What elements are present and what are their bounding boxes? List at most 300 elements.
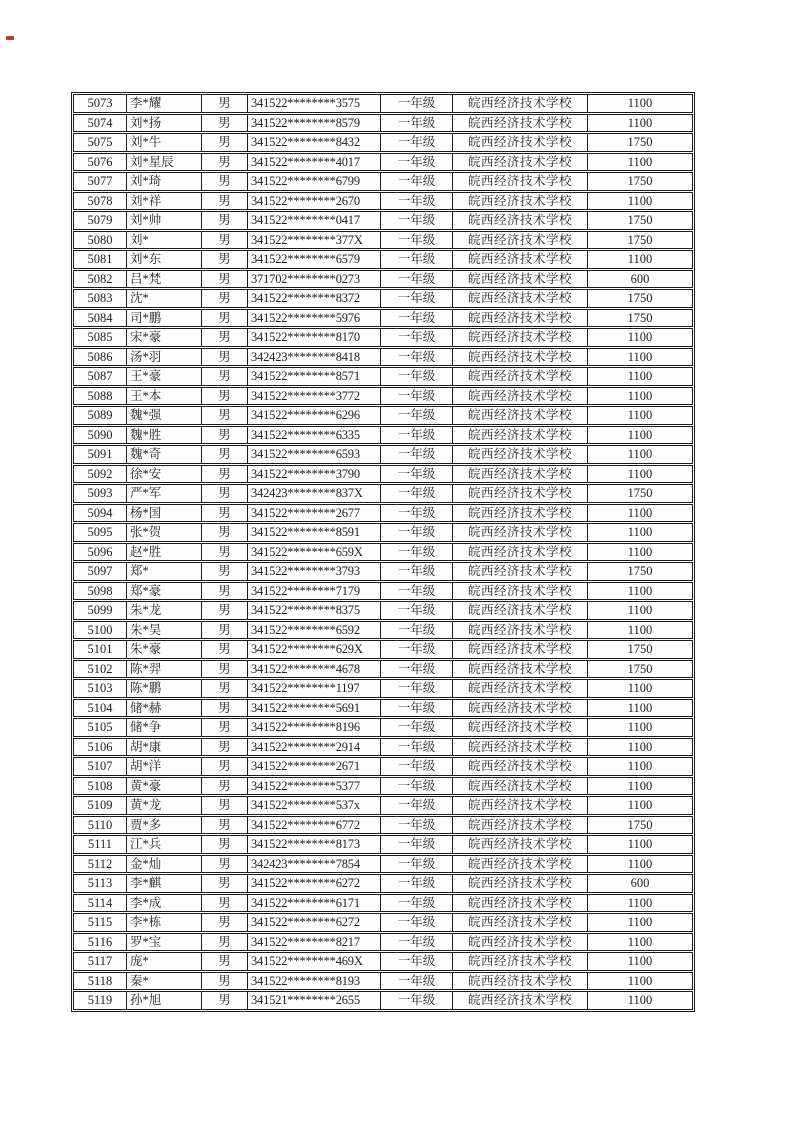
cell-gender: 男	[202, 622, 248, 639]
cell-subsidy-amount: 1100	[627, 115, 653, 130]
cell-serial-number: 5104	[74, 700, 127, 717]
cell-serial-number: 5074	[74, 115, 127, 132]
cell-grade: 一年级	[381, 349, 453, 366]
cell-gender: 男	[202, 524, 248, 541]
cell-subsidy-amount: 1750	[627, 232, 653, 247]
cell-gender: 男	[202, 934, 248, 951]
table-row	[73, 211, 693, 230]
cell-grade: 一年级	[381, 193, 453, 210]
cell-school-name: 皖西经济技术学校	[453, 212, 588, 229]
cell-grade: 一年级	[381, 329, 453, 346]
cell-school-name: 皖西经济技术学校	[453, 329, 588, 346]
cell-grade: 一年级	[381, 719, 453, 736]
cell-school-name: 皖西经济技术学校	[453, 758, 588, 775]
cell-subsidy-amount: 1100	[627, 681, 653, 695]
cell-grade: 一年级	[381, 466, 453, 483]
cell-id-number: 341522********8375	[248, 602, 381, 619]
cell-gender: 男	[202, 758, 248, 775]
cell-subsidy-amount: 1100	[627, 934, 653, 949]
cell-school-name: 皖西经济技术学校	[453, 641, 588, 658]
cell-school-name: 皖西经济技术学校	[453, 583, 588, 600]
table-row	[73, 601, 693, 620]
cell-serial-number: 5118	[74, 973, 127, 990]
cell-school-name: 皖西经济技术学校	[453, 134, 588, 151]
cell-gender: 男	[202, 895, 248, 912]
cell-id-number: 341522********6272	[248, 875, 381, 892]
cell-id-number: 341522********3790	[248, 466, 381, 483]
cell-student-name: 刘*琦	[127, 173, 202, 190]
cell-grade: 一年级	[381, 485, 453, 502]
cell-school-name: 皖西经济技术学校	[453, 388, 588, 405]
cell-student-name: 李*耀	[127, 95, 202, 112]
cell-student-name: 黄*豪	[127, 778, 202, 795]
table-row	[73, 660, 693, 679]
cell-id-number: 341522********8193	[248, 973, 381, 990]
cell-gender: 男	[202, 719, 248, 736]
table-row	[73, 367, 693, 386]
cell-gender: 男	[202, 973, 248, 990]
cell-student-name: 魏*胜	[127, 427, 202, 444]
cell-student-name: 杨*国	[127, 505, 202, 522]
cell-school-name: 皖西经济技术学校	[453, 349, 588, 366]
cell-school-name: 皖西经济技术学校	[453, 446, 588, 463]
cell-serial-number: 5110	[74, 817, 127, 834]
cell-school-name: 皖西经济技术学校	[453, 602, 588, 619]
table-row	[73, 621, 693, 640]
cell-id-number: 341522********6772	[248, 817, 381, 834]
cell-serial-number: 5106	[74, 739, 127, 756]
cell-student-name: 贾*多	[127, 817, 202, 834]
cell-student-name: 储*赫	[127, 700, 202, 717]
cell-id-number: 341522********2914	[248, 739, 381, 756]
cell-grade: 一年级	[381, 583, 453, 600]
cell-student-name: 魏*强	[127, 407, 202, 424]
cell-subsidy-amount: 1100	[627, 330, 653, 344]
cell-gender: 男	[202, 329, 248, 346]
table-row	[73, 114, 693, 133]
table-row	[73, 250, 693, 269]
cell-school-name: 皖西经济技术学校	[453, 661, 588, 678]
cell-grade: 一年级	[381, 778, 453, 795]
cell-grade: 一年级	[381, 856, 453, 873]
cell-student-name: 刘*东	[127, 251, 202, 268]
cell-id-number: 341522********2671	[248, 758, 381, 775]
cell-school-name: 皖西经济技术学校	[453, 953, 588, 970]
cell-id-number: 341522********6592	[248, 622, 381, 639]
cell-student-name: 吕*梵	[127, 271, 202, 288]
student-subsidy-table	[71, 92, 695, 1012]
cell-gender: 男	[202, 212, 248, 229]
cell-subsidy-amount: 1100	[627, 525, 653, 539]
cell-id-number: 341522********6799	[248, 173, 381, 190]
cell-school-name: 皖西经济技术学校	[453, 797, 588, 814]
cell-serial-number: 5085	[74, 329, 127, 346]
cell-school-name: 皖西经济技术学校	[453, 817, 588, 834]
cell-school-name: 皖西经济技术学校	[453, 485, 588, 502]
table-row	[73, 172, 693, 191]
table-row	[73, 874, 693, 893]
cell-subsidy-amount: 1100	[627, 739, 653, 754]
cell-student-name: 郑*	[127, 563, 202, 580]
cell-grade: 一年级	[381, 602, 453, 619]
cell-student-name: 刘*牛	[127, 134, 202, 151]
cell-grade: 一年级	[381, 544, 453, 561]
cell-serial-number: 5109	[74, 797, 127, 814]
cell-gender: 男	[202, 797, 248, 814]
cell-serial-number: 5091	[74, 446, 127, 463]
cell-subsidy-amount: 1100	[627, 408, 653, 422]
cell-student-name: 沈*	[127, 290, 202, 307]
cell-gender: 男	[202, 836, 248, 853]
cell-id-number: 341522********469X	[248, 953, 381, 970]
cell-serial-number: 5084	[74, 310, 127, 327]
cell-id-number: 341522********4678	[248, 661, 381, 678]
cell-subsidy-amount: 600	[630, 271, 650, 286]
cell-student-name: 朱*豪	[127, 641, 202, 658]
cell-serial-number: 5086	[74, 349, 127, 366]
cell-gender: 男	[202, 817, 248, 834]
cell-serial-number: 5088	[74, 388, 127, 405]
cell-school-name: 皖西经济技术学校	[453, 95, 588, 112]
cell-student-name: 徐*安	[127, 466, 202, 483]
cell-school-name: 皖西经济技术学校	[453, 934, 588, 951]
cell-id-number: 341522********0417	[248, 212, 381, 229]
cell-serial-number: 5100	[74, 622, 127, 639]
cell-id-number: 341522********6579	[248, 251, 381, 268]
cell-student-name: 金*灿	[127, 856, 202, 873]
cell-id-number: 341522********8432	[248, 134, 381, 151]
cell-id-number: 341522********8591	[248, 524, 381, 541]
cell-grade: 一年级	[381, 524, 453, 541]
table-row	[73, 679, 693, 698]
cell-grade: 一年级	[381, 895, 453, 912]
table-row	[73, 562, 693, 581]
cell-school-name: 皖西经济技术学校	[453, 563, 588, 580]
cell-gender: 男	[202, 641, 248, 658]
cell-grade: 一年级	[381, 407, 453, 424]
cell-student-name: 秦*	[127, 973, 202, 990]
cell-id-number: 341522********1197	[248, 680, 381, 697]
cell-subsidy-amount: 1100	[627, 154, 653, 169]
cell-serial-number: 5101	[74, 641, 127, 658]
cell-gender: 男	[202, 602, 248, 619]
cell-gender: 男	[202, 95, 248, 112]
cell-student-name: 刘*帅	[127, 212, 202, 229]
cell-serial-number: 5090	[74, 427, 127, 444]
cell-gender: 男	[202, 446, 248, 463]
cell-id-number: 341522********8372	[248, 290, 381, 307]
cell-school-name: 皖西经济技术学校	[453, 739, 588, 756]
cell-gender: 男	[202, 505, 248, 522]
cell-id-number: 341522********629X	[248, 641, 381, 658]
cell-id-number: 341522********3772	[248, 388, 381, 405]
cell-subsidy-amount: 1100	[627, 759, 653, 773]
cell-student-name: 孙*旭	[127, 992, 202, 1009]
cell-gender: 男	[202, 193, 248, 210]
table-row	[73, 777, 693, 796]
cell-id-number: 341522********2677	[248, 505, 381, 522]
cell-grade: 一年级	[381, 680, 453, 697]
cell-id-number: 342423********837X	[248, 485, 381, 502]
cell-subsidy-amount: 1100	[627, 915, 653, 929]
cell-subsidy-amount: 1750	[627, 213, 653, 227]
table-row	[73, 933, 693, 952]
cell-serial-number: 5105	[74, 719, 127, 736]
cell-subsidy-amount: 1750	[627, 817, 653, 832]
cell-school-name: 皖西经济技术学校	[453, 680, 588, 697]
cell-subsidy-amount: 1100	[627, 193, 653, 208]
cell-serial-number: 5111	[74, 836, 127, 853]
cell-id-number: 341522********6593	[248, 446, 381, 463]
cell-subsidy-amount: 1100	[627, 973, 653, 988]
cell-serial-number: 5075	[74, 134, 127, 151]
cell-subsidy-amount: 1100	[627, 583, 653, 598]
cell-school-name: 皖西经济技术学校	[453, 778, 588, 795]
cell-student-name: 庞*	[127, 953, 202, 970]
cell-student-name: 朱*昊	[127, 622, 202, 639]
cell-grade: 一年级	[381, 212, 453, 229]
table-row	[73, 913, 693, 932]
cell-gender: 男	[202, 154, 248, 171]
cell-serial-number: 5114	[74, 895, 127, 912]
cell-id-number: 341522********6296	[248, 407, 381, 424]
cell-gender: 男	[202, 953, 248, 970]
cell-grade: 一年级	[381, 622, 453, 639]
cell-school-name: 皖西经济技术学校	[453, 973, 588, 990]
table-row	[73, 543, 693, 562]
cell-student-name: 王*本	[127, 388, 202, 405]
cell-id-number: 341522********8579	[248, 115, 381, 132]
cell-gender: 男	[202, 290, 248, 307]
cell-id-number: 341522********6335	[248, 427, 381, 444]
cell-serial-number: 5102	[74, 661, 127, 678]
cell-serial-number: 5097	[74, 563, 127, 580]
cell-grade: 一年级	[381, 758, 453, 775]
cell-serial-number: 5082	[74, 271, 127, 288]
cell-id-number: 341522********3575	[248, 95, 381, 112]
table-row	[73, 445, 693, 464]
cell-grade: 一年级	[381, 271, 453, 288]
table-row	[73, 855, 693, 874]
table-row	[73, 231, 693, 250]
cell-serial-number: 5076	[74, 154, 127, 171]
cell-grade: 一年级	[381, 875, 453, 892]
cell-id-number: 341522********4017	[248, 154, 381, 171]
cell-subsidy-amount: 1100	[627, 856, 653, 871]
cell-student-name: 赵*胜	[127, 544, 202, 561]
cell-id-number: 341522********5691	[248, 700, 381, 717]
cell-gender: 男	[202, 407, 248, 424]
cell-student-name: 黄*龙	[127, 797, 202, 814]
cell-student-name: 汤*羽	[127, 349, 202, 366]
cell-school-name: 皖西经济技术学校	[453, 173, 588, 190]
table-row	[73, 699, 693, 718]
cell-grade: 一年级	[381, 641, 453, 658]
cell-subsidy-amount: 1100	[627, 778, 653, 793]
cell-id-number: 341522********6272	[248, 914, 381, 931]
cell-school-name: 皖西经济技术学校	[453, 622, 588, 639]
cell-serial-number: 5115	[74, 914, 127, 931]
cell-subsidy-amount: 1100	[627, 603, 653, 617]
cell-gender: 男	[202, 251, 248, 268]
cell-gender: 男	[202, 700, 248, 717]
cell-student-name: 刘*祥	[127, 193, 202, 210]
cell-id-number: 341522********8217	[248, 934, 381, 951]
cell-grade: 一年级	[381, 700, 453, 717]
cell-subsidy-amount: 1100	[627, 505, 653, 520]
cell-gender: 男	[202, 485, 248, 502]
cell-serial-number: 5094	[74, 505, 127, 522]
cell-grade: 一年级	[381, 446, 453, 463]
cell-grade: 一年级	[381, 563, 453, 580]
table-row	[73, 406, 693, 425]
table-row	[73, 640, 693, 659]
cell-gender: 男	[202, 134, 248, 151]
cell-subsidy-amount: 1750	[627, 174, 653, 188]
cell-subsidy-amount: 1100	[627, 252, 653, 266]
table-row	[73, 153, 693, 172]
cell-student-name: 罗*宝	[127, 934, 202, 951]
cell-student-name: 宋*豪	[127, 329, 202, 346]
table-row	[73, 348, 693, 367]
cell-id-number: 341522********659X	[248, 544, 381, 561]
cell-gender: 男	[202, 115, 248, 132]
cell-gender: 男	[202, 271, 248, 288]
cell-gender: 男	[202, 739, 248, 756]
table-row	[73, 309, 693, 328]
cell-gender: 男	[202, 875, 248, 892]
cell-student-name: 陈*羿	[127, 661, 202, 678]
cell-subsidy-amount: 1100	[627, 954, 653, 968]
table-row	[73, 426, 693, 445]
table-row	[73, 835, 693, 854]
cell-school-name: 皖西经济技术学校	[453, 154, 588, 171]
cell-serial-number: 5089	[74, 407, 127, 424]
cell-serial-number: 5093	[74, 485, 127, 502]
cell-id-number: 341522********377X	[248, 232, 381, 249]
cell-student-name: 胡*康	[127, 739, 202, 756]
cell-gender: 男	[202, 583, 248, 600]
cell-subsidy-amount: 1750	[627, 661, 653, 676]
cell-student-name: 张*贺	[127, 524, 202, 541]
cell-subsidy-amount: 1750	[627, 642, 653, 656]
cell-grade: 一年级	[381, 953, 453, 970]
cell-serial-number: 5087	[74, 368, 127, 385]
cell-grade: 一年级	[381, 836, 453, 853]
cell-student-name: 江*兵	[127, 836, 202, 853]
cell-subsidy-amount: 1100	[627, 837, 653, 851]
cell-school-name: 皖西经济技术学校	[453, 368, 588, 385]
cell-id-number: 341522********3793	[248, 563, 381, 580]
cell-subsidy-amount: 1750	[627, 564, 653, 578]
cell-subsidy-amount: 1100	[627, 720, 653, 734]
cell-student-name: 司*鹏	[127, 310, 202, 327]
table-row	[73, 133, 693, 152]
cell-school-name: 皖西经济技术学校	[453, 310, 588, 327]
cell-gender: 男	[202, 563, 248, 580]
cell-serial-number: 5073	[74, 95, 127, 112]
table-row	[73, 991, 693, 1010]
cell-serial-number: 5112	[74, 856, 127, 873]
cell-subsidy-amount: 1100	[627, 544, 653, 559]
cell-student-name: 李*麒	[127, 875, 202, 892]
cell-grade: 一年级	[381, 992, 453, 1009]
table-row	[73, 972, 693, 991]
cell-serial-number: 5095	[74, 524, 127, 541]
cell-id-number: 341522********2670	[248, 193, 381, 210]
cell-serial-number: 5079	[74, 212, 127, 229]
cell-gender: 男	[202, 544, 248, 561]
table-row	[73, 952, 693, 971]
table-row	[73, 738, 693, 757]
table-row	[73, 270, 693, 289]
cell-serial-number: 5116	[74, 934, 127, 951]
cell-grade: 一年级	[381, 797, 453, 814]
table-row	[73, 328, 693, 347]
cell-school-name: 皖西经济技术学校	[453, 251, 588, 268]
cell-serial-number: 5119	[74, 992, 127, 1009]
red-scan-artifact	[6, 36, 14, 40]
cell-gender: 男	[202, 992, 248, 1009]
cell-school-name: 皖西经济技术学校	[453, 524, 588, 541]
cell-gender: 男	[202, 427, 248, 444]
cell-subsidy-amount: 1750	[627, 486, 653, 500]
cell-school-name: 皖西经济技术学校	[453, 544, 588, 561]
cell-subsidy-amount: 1100	[627, 798, 653, 812]
cell-subsidy-amount: 1100	[627, 622, 653, 637]
cell-grade: 一年级	[381, 505, 453, 522]
cell-student-name: 朱*龙	[127, 602, 202, 619]
cell-school-name: 皖西经济技术学校	[453, 856, 588, 873]
cell-serial-number: 5077	[74, 173, 127, 190]
table-row	[73, 718, 693, 737]
cell-serial-number: 5081	[74, 251, 127, 268]
cell-grade: 一年级	[381, 914, 453, 931]
cell-student-name: 刘*星辰	[127, 154, 202, 171]
cell-student-name: 郑*豪	[127, 583, 202, 600]
table-row	[73, 757, 693, 776]
cell-student-name: 魏*奇	[127, 446, 202, 463]
cell-student-name: 李*栋	[127, 914, 202, 931]
cell-grade: 一年级	[381, 739, 453, 756]
cell-gender: 男	[202, 368, 248, 385]
cell-gender: 男	[202, 466, 248, 483]
cell-grade: 一年级	[381, 251, 453, 268]
cell-id-number: 341522********5377	[248, 778, 381, 795]
cell-student-name: 王*豪	[127, 368, 202, 385]
cell-subsidy-amount: 1100	[627, 466, 653, 481]
cell-grade: 一年级	[381, 368, 453, 385]
cell-subsidy-amount: 1100	[627, 349, 653, 364]
table-row	[73, 484, 693, 503]
cell-school-name: 皖西经济技术学校	[453, 992, 588, 1009]
cell-id-number: 341522********8170	[248, 329, 381, 346]
cell-serial-number: 5103	[74, 680, 127, 697]
cell-id-number: 342423********7854	[248, 856, 381, 873]
cell-grade: 一年级	[381, 115, 453, 132]
cell-subsidy-amount: 1100	[627, 369, 653, 383]
cell-school-name: 皖西经济技术学校	[453, 875, 588, 892]
cell-subsidy-amount: 1750	[627, 310, 653, 325]
cell-subsidy-amount: 1100	[627, 388, 653, 403]
cell-serial-number: 5098	[74, 583, 127, 600]
cell-gender: 男	[202, 680, 248, 697]
cell-student-name: 胡*洋	[127, 758, 202, 775]
cell-school-name: 皖西经济技术学校	[453, 427, 588, 444]
cell-grade: 一年级	[381, 95, 453, 112]
cell-subsidy-amount: 1100	[627, 895, 653, 910]
table-row	[73, 192, 693, 211]
